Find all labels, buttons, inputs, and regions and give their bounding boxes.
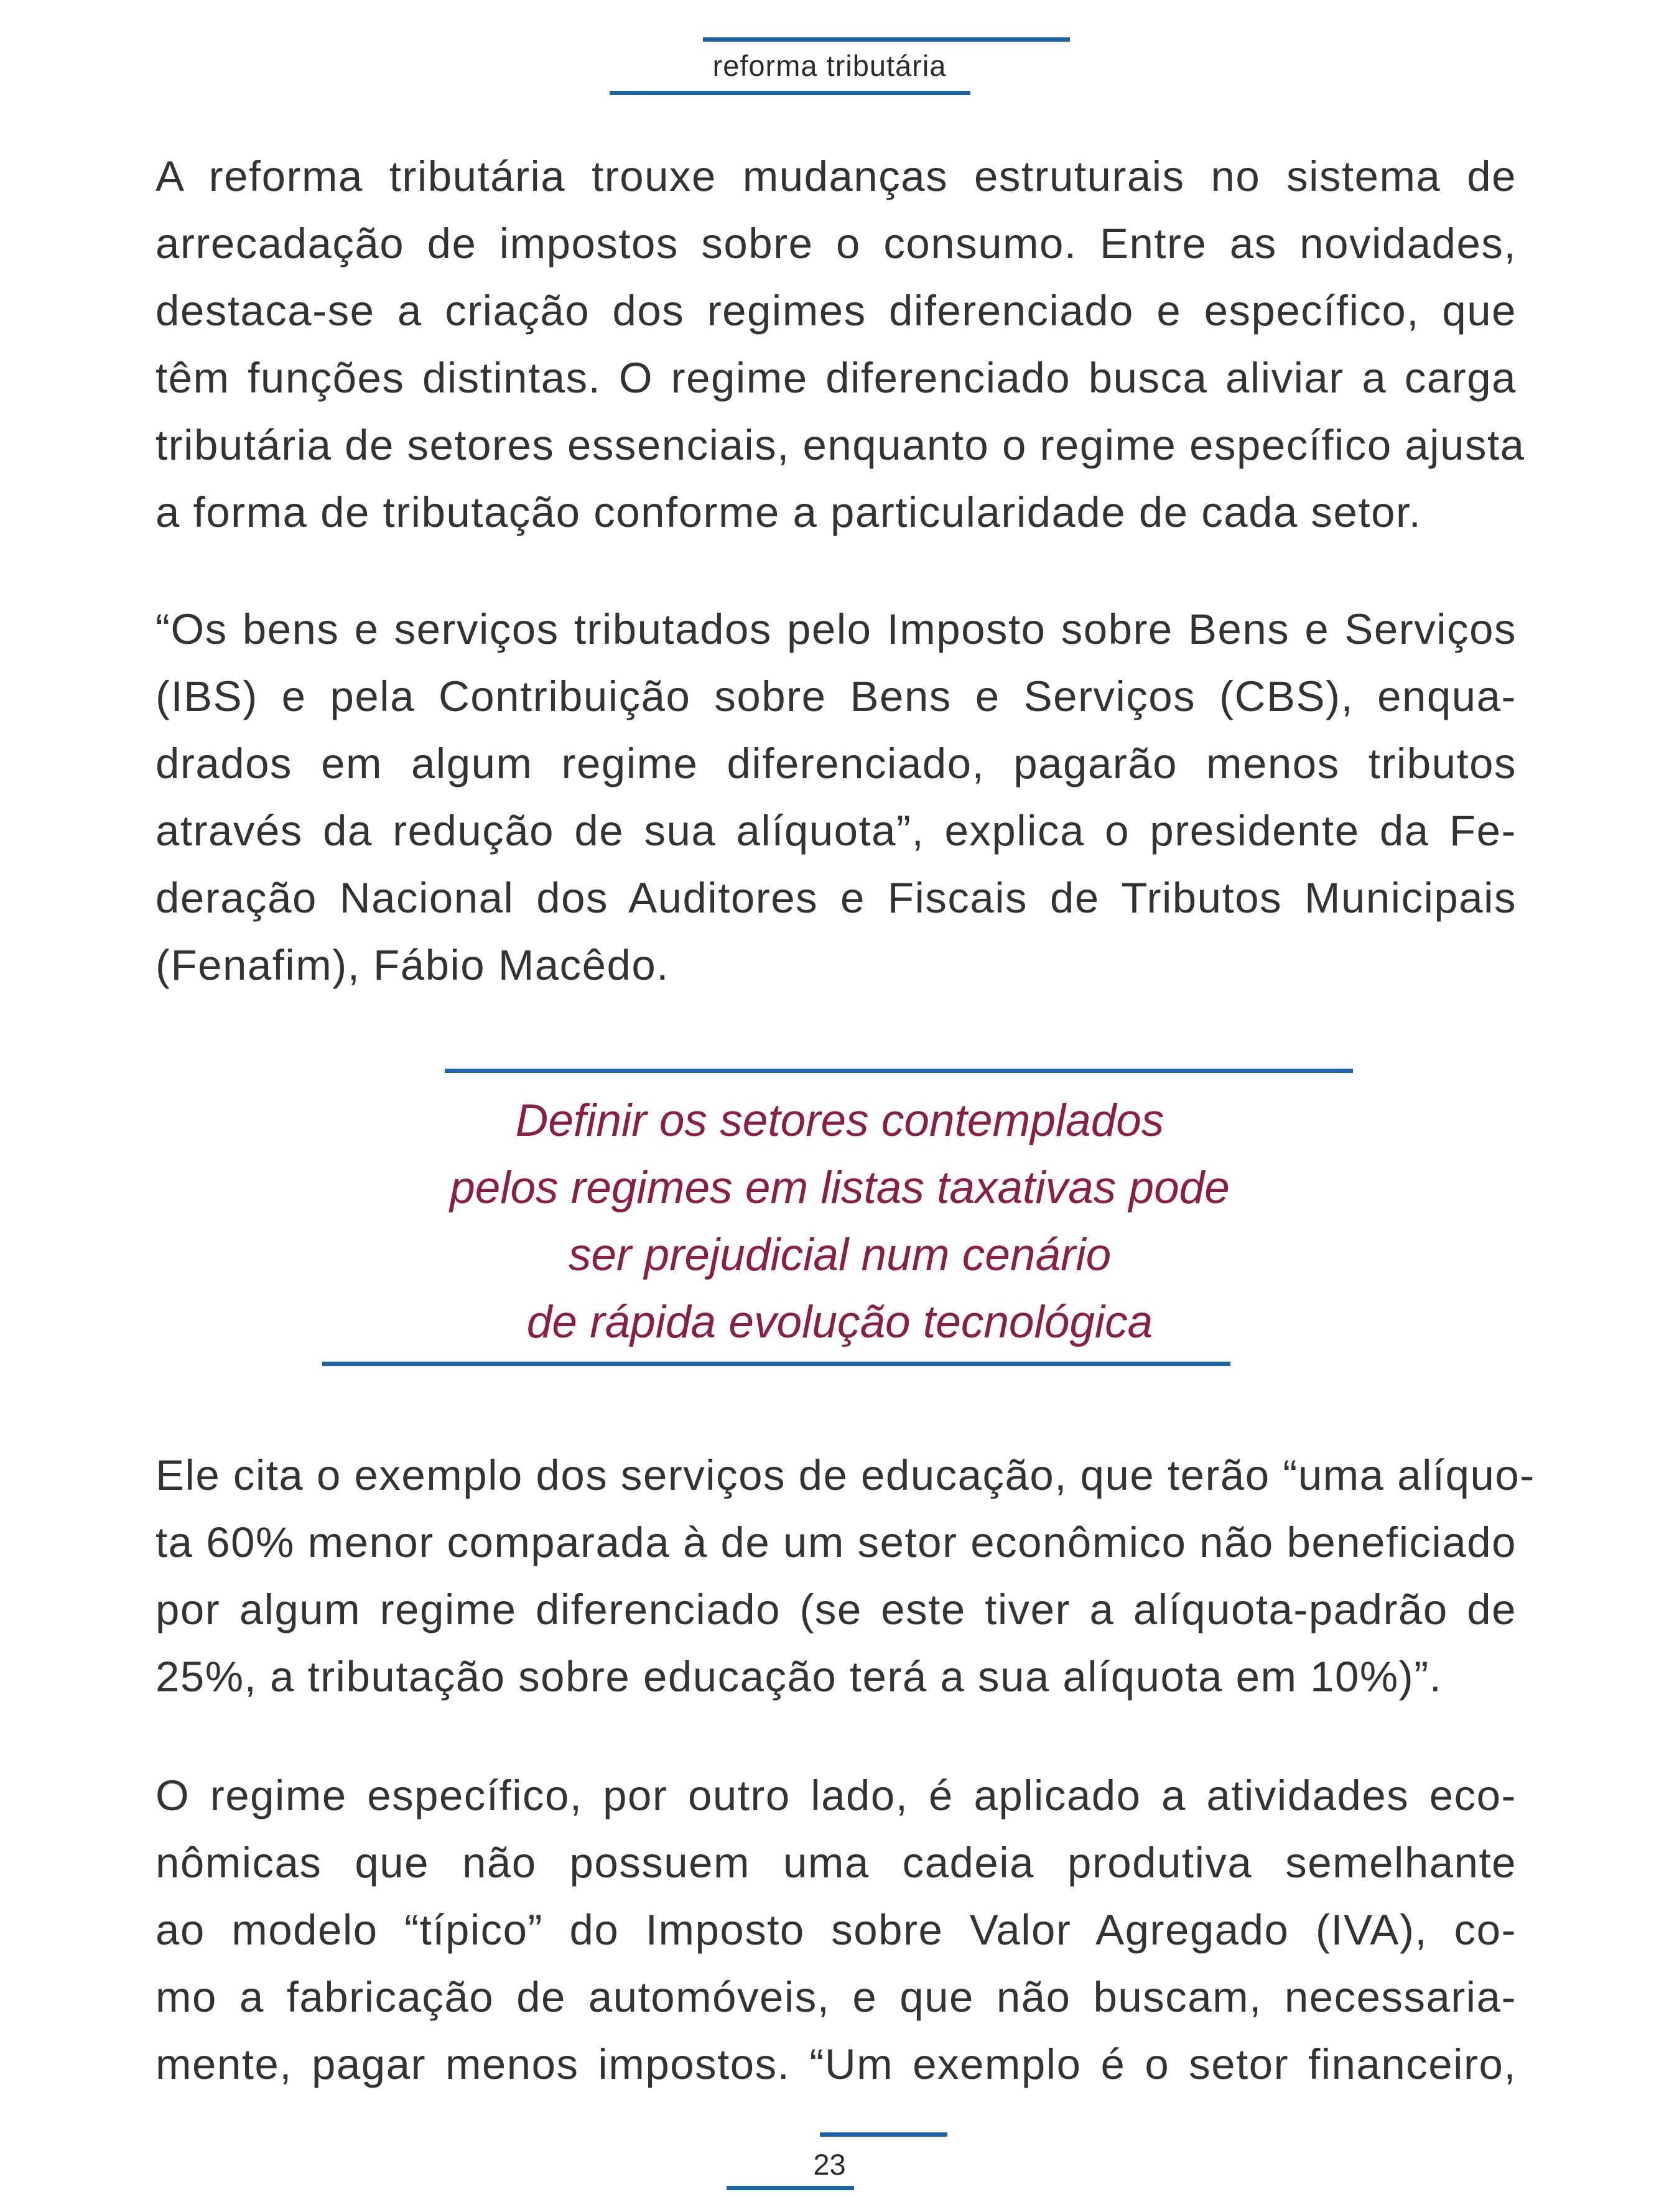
paragraph-line: (Fenafim), Fábio Macêdo. <box>156 941 669 989</box>
paragraph-4 <box>156 1762 1517 2098</box>
paragraph-line: mo a fabricação de automóveis, e que não buscam, necessaria- <box>156 1973 1517 2021</box>
pullquote-line: pelos regimes em listas taxativas pode <box>450 1163 1230 1213</box>
paragraph-line: destaca-se a criação dos regimes diferenciado e específico, que <box>156 287 1517 335</box>
running-header: reforma tributária <box>712 49 947 82</box>
pullquote <box>311 1087 1369 1356</box>
paragraph-line: têm funções distintas. O regime diferenciado busca aliviar a carga <box>156 354 1517 402</box>
paragraph-line: através da redução de sua alíquota”, explica o presidente da Fe- <box>156 807 1517 855</box>
paragraph-line: deração Nacional dos Auditores e Fiscais de Tributos Municipais <box>156 874 1517 922</box>
pullquote-line: ser prejudicial num cenário <box>568 1230 1112 1280</box>
paragraph-line: 25%, a tributação sobre educação terá a sua alíquota em 10%)”. <box>156 1653 1443 1701</box>
paragraph-line: Ele cita o exemplo dos serviços de educação, que terão “uma alíquo- <box>156 1451 1535 1499</box>
paragraph-line: tributária de setores essenciais, enquanto o regime específico ajusta <box>156 421 1525 469</box>
page-number: 23 <box>813 2148 846 2181</box>
paragraph-line: ao modelo “típico” do Imposto sobre Valor Agregado (IVA), co- <box>156 1906 1517 1954</box>
paragraph-1 <box>156 143 1525 546</box>
header-rule-bottom <box>610 91 970 95</box>
paragraph-line: O regime específico, por outro lado, é aplicado a atividades eco- <box>156 1772 1517 1819</box>
paragraph-line: mente, pagar menos impostos. “Um exemplo é o setor financeiro, <box>156 2040 1517 2088</box>
paragraph-line: arrecadação de impostos sobre o consumo. Entre as novidades, <box>156 220 1517 267</box>
paragraph-line: ta 60% menor comparada à de um setor econômico não beneficiado <box>156 1518 1517 1566</box>
paragraph-line: A reforma tributária trouxe mudanças estruturais no sistema de <box>156 152 1517 200</box>
paragraph-line: drados em algum regime diferenciado, pagarão menos tributos <box>156 740 1517 788</box>
paragraph-line: nômicas que não possuem uma cadeia produtiva semelhante <box>156 1839 1517 1887</box>
pullquote-line: Definir os setores contemplados <box>515 1095 1164 1146</box>
paragraph-line: “Os bens e serviços tributados pelo Imposto sobre Bens e Serviços <box>156 605 1517 653</box>
pullquote-rule-bottom <box>322 1362 1230 1366</box>
paragraph-line: a forma de tributação conforme a particularidade de cada setor. <box>156 488 1422 536</box>
footer-rule-top <box>820 2132 947 2137</box>
paragraph-line: (IBS) e pela Contribuição sobre Bens e Serviços (CBS), enqua- <box>156 672 1517 720</box>
pullquote-rule-top <box>445 1069 1353 1073</box>
paragraph-2 <box>156 596 1517 999</box>
header-rule-top <box>703 37 1070 42</box>
paragraph-line: por algum regime diferenciado (se este tiver a alíquota-padrão de <box>156 1586 1517 1633</box>
pullquote-line: de rápida evolução tecnológica <box>526 1297 1153 1347</box>
footer-rule-bottom <box>727 2186 854 2190</box>
paragraph-3 <box>156 1442 1535 1711</box>
